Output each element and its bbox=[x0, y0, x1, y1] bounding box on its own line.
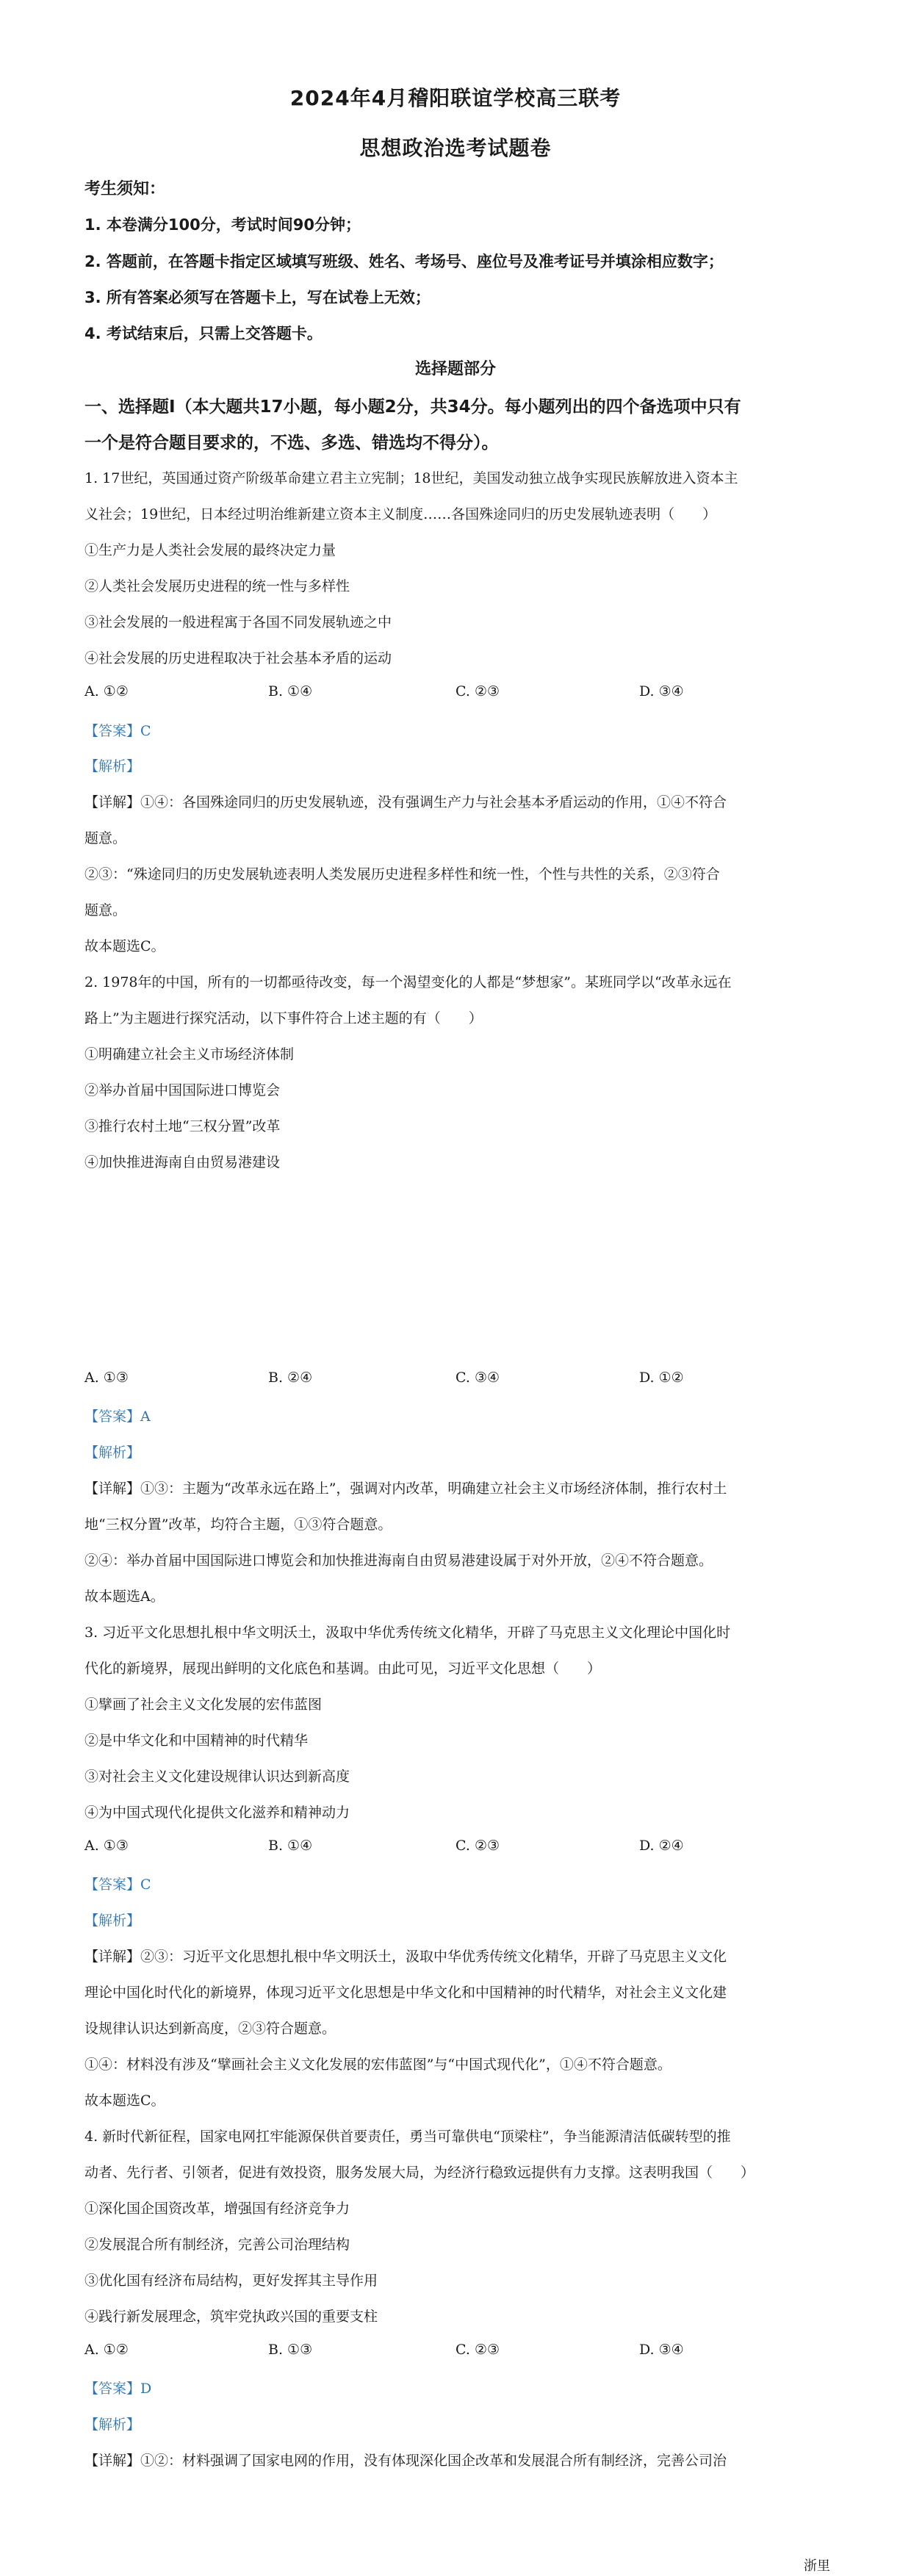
question-2-detail: 【详解】①③：主题为“改革永远在路上”，强调对内改革，明确建立社会主义市场经济体制，推行农村土 bbox=[84, 1481, 727, 1497]
question-1-statement: ④社会发展的历史进程取决于社会基本矛盾的运动 bbox=[84, 650, 392, 666]
question-1-detail: 故本题选C。 bbox=[84, 938, 165, 954]
question-1-analysis-label: 【解析】 bbox=[84, 758, 141, 774]
question-1-detail: 题意。 bbox=[84, 902, 127, 918]
question-3-detail: 故本题选C。 bbox=[84, 2093, 165, 2109]
question-2-stem: 路上”为主题进行探究活动，以下事件符合上述主题的有（ ） bbox=[84, 1010, 483, 1026]
question-4-stem: 4. 新时代新征程，国家电网扛牢能源保供首要责任，勇当可靠供电“顶梁柱”，争当能源清洁低碳转型的推 bbox=[84, 2129, 731, 2145]
question-2-statement: ①明确建立社会主义市场经济体制 bbox=[84, 1046, 295, 1062]
notice-item: 3. 所有答案必须写在答题卡上，写在试卷上无效； bbox=[84, 289, 431, 306]
question-1-detail: 题意。 bbox=[84, 830, 127, 846]
question-1-stem: 1. 17世纪，英国通过资产阶级革命建立君主立宪制；18世纪，美国发动独立战争实现民族解放进入资本主 bbox=[84, 470, 738, 486]
question-1-statement: ②人类社会发展历史进程的统一性与多样性 bbox=[84, 578, 350, 594]
question-4-stem: 动者、先行者、引领者，促进有效投资，服务发展大局，为经济行稳致远提供有力支撑。这表明我国（ ） bbox=[84, 2165, 755, 2181]
question-3-statement: ③对社会主义文化建设规律认识达到新高度 bbox=[84, 1769, 350, 1785]
question-3-answer: 【答案】C bbox=[84, 1877, 151, 1893]
question-1-stem: 义社会；19世纪，日本经过明治维新建立资本主义制度……各国殊途同归的历史发展轨迹表明（ ） bbox=[84, 506, 717, 522]
question-2-answer: 【答案】A bbox=[84, 1408, 151, 1425]
section-title: 一、选择题Ⅰ（本大题共17小题，每小题2分，共34分。每小题列出的四个备选项中只有 bbox=[84, 397, 741, 417]
question-2-option-b: B. ②④ bbox=[268, 1370, 313, 1386]
question-4-statement: ②发展混合所有制经济，完善公司治理结构 bbox=[84, 2237, 350, 2253]
question-1-detail: ②③：“殊途同归的历史发展轨迹表明人类发展历史进程多样性和统一性，个性与共性的关系，②③符合 bbox=[84, 866, 720, 882]
exam-title: 2024年4月稽阳联谊学校高三联考 bbox=[289, 86, 622, 110]
question-1-answer: 【答案】C bbox=[84, 723, 151, 739]
question-3-detail: 设规律认识达到新高度，②③符合题意。 bbox=[84, 2021, 336, 2037]
question-1-statement: ①生产力是人类社会发展的最终决定力量 bbox=[84, 542, 336, 558]
question-3-option-a: A. ①③ bbox=[84, 1838, 129, 1854]
question-2-stem: 2. 1978年的中国，所有的一切都亟待改变，每一个渴望变化的人都是“梦想家”。某班同学以“改革永远在 bbox=[84, 974, 732, 990]
question-2-option-a: A. ①③ bbox=[84, 1370, 129, 1386]
question-2-option-c: C. ③④ bbox=[455, 1370, 500, 1386]
question-3-stem: 代化的新境界，展现出鲜明的文化底色和基调。由此可见，习近平文化思想（ ） bbox=[84, 1661, 602, 1677]
part-title: 选择题部分 bbox=[414, 360, 496, 378]
question-1-detail: 【详解】①④：各国殊途同归的历史发展轨迹，没有强调生产力与社会基本矛盾运动的作用，①④不符合 bbox=[84, 794, 727, 810]
question-3-analysis-label: 【解析】 bbox=[84, 1913, 141, 1929]
question-2-statement: ②举办首届中国国际进口博览会 bbox=[84, 1082, 281, 1098]
question-4-statement: ①深化国企国资改革，增强国有经济竞争力 bbox=[84, 2201, 350, 2217]
question-3-detail: ①④：材料没有涉及“擘画社会主义文化发展的宏伟蓝图”与“中国式现代化”，①④不符合题意。 bbox=[84, 2057, 671, 2073]
question-1-statement: ③社会发展的一般进程寓于各国不同发展轨迹之中 bbox=[84, 614, 392, 630]
question-3-option-d: D. ②④ bbox=[639, 1838, 684, 1854]
question-3-option-b: B. ①④ bbox=[268, 1838, 313, 1854]
question-2-detail: 地“三权分置”改革，均符合主题，①③符合题意。 bbox=[84, 1517, 392, 1533]
question-2-option-d: D. ①② bbox=[639, 1370, 684, 1386]
notice-item: 1. 本卷满分100分，考试时间90分钟； bbox=[84, 216, 361, 234]
question-4-statement: ③优化国有经济布局结构，更好发挥其主导作用 bbox=[84, 2273, 378, 2289]
question-4-answer: 【答案】D bbox=[84, 2381, 152, 2397]
question-2-statement: ④加快推进海南自由贸易港建设 bbox=[84, 1154, 281, 1170]
question-4-option-b: B. ①③ bbox=[268, 2342, 313, 2358]
question-3-statement: ④为中国式现代化提供文化滋养和精神动力 bbox=[84, 1805, 350, 1821]
question-1-option-c: C. ②③ bbox=[455, 683, 500, 699]
question-4-detail: 【详解】①②：材料强调了国家电网的作用，没有体现深化国企改革和发展混合所有制经济，完善公司治 bbox=[84, 2453, 727, 2469]
question-4-statement: ④践行新发展理念，筑牢党执政兴国的重要支柱 bbox=[84, 2309, 378, 2325]
question-3-detail: 【详解】②③：习近平文化思想扎根中华文明沃土，汲取中华优秀传统文化精华，开辟了马克思主义文化 bbox=[84, 1949, 727, 1965]
question-1-option-d: D. ③④ bbox=[639, 683, 684, 699]
notice-heading: 考生须知： bbox=[84, 180, 166, 198]
question-1-option-b: B. ①④ bbox=[268, 683, 313, 699]
question-2-detail: 故本题选A。 bbox=[84, 1589, 165, 1605]
question-3-statement: ①擘画了社会主义文化发展的宏伟蓝图 bbox=[84, 1697, 323, 1713]
question-3-detail: 理论中国化时代化的新境界，体现习近平文化思想是中华文化和中国精神的时代精华，对社会主义文化建 bbox=[84, 1985, 727, 2001]
question-3-option-c: C. ②③ bbox=[455, 1838, 500, 1854]
question-2-statement: ③推行农村土地“三权分置”改革 bbox=[84, 1118, 281, 1134]
question-4-option-d: D. ③④ bbox=[639, 2342, 684, 2358]
notice-item: 2. 答题前，在答题卡指定区域填写班级、姓名、考场号、座位号及准考证号并填涂相应数字； bbox=[84, 253, 724, 270]
section-title: 一个是符合题目要求的，不选、多选、错选均不得分）。 bbox=[84, 433, 499, 453]
question-4-analysis-label: 【解析】 bbox=[84, 2417, 141, 2433]
question-4-option-a: A. ①② bbox=[84, 2342, 129, 2358]
question-4-option-c: C. ②③ bbox=[455, 2342, 500, 2358]
notice-item: 4. 考试结束后，只需上交答题卡。 bbox=[84, 325, 323, 342]
question-1-option-a: A. ①② bbox=[84, 683, 129, 699]
question-2-detail: ②④：举办首届中国国际进口博览会和加快推进海南自由贸易港建设属于对外开放，②④不符合题意。 bbox=[84, 1553, 713, 1569]
question-3-statement: ②是中华文化和中国精神的时代精华 bbox=[84, 1733, 309, 1749]
question-3-stem: 3. 习近平文化思想扎根中华文明沃土，汲取中华优秀传统文化精华，开辟了马克思主义文化理论中国化时 bbox=[84, 1625, 731, 1641]
page-footer: 浙里 bbox=[804, 2558, 830, 2574]
question-2-analysis-label: 【解析】 bbox=[84, 1444, 141, 1461]
exam-subtitle: 思想政治选考试题卷 bbox=[359, 136, 552, 160]
